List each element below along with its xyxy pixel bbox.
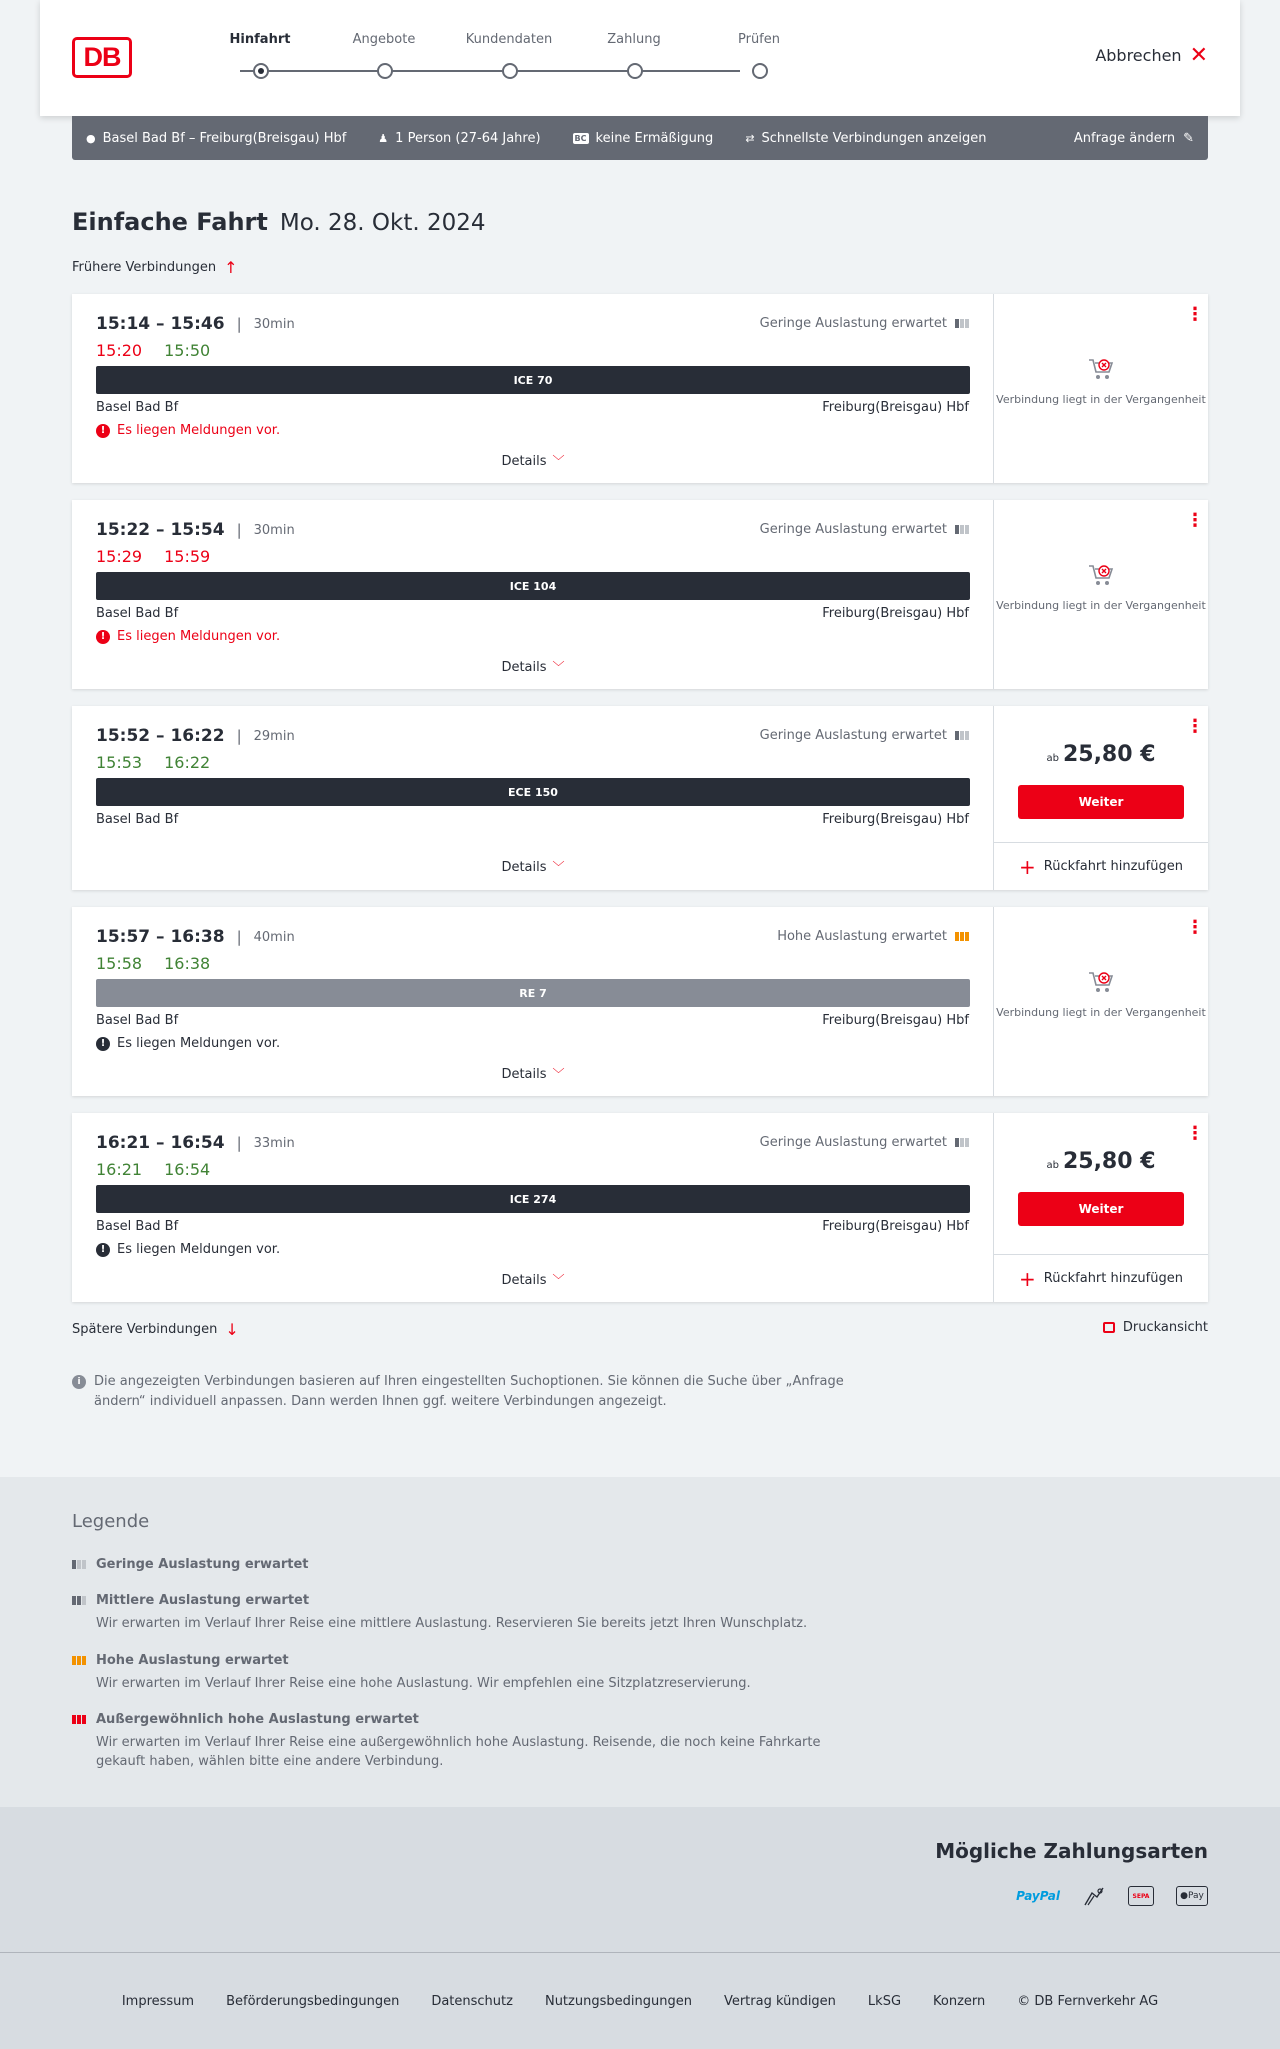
occupancy-medium-icon [72, 1596, 88, 1605]
search-summary-bar [72, 116, 1208, 160]
location-pin-icon: ● [86, 131, 96, 145]
duration: 30min [253, 522, 295, 538]
legend-item [72, 1557, 872, 1572]
connection-card [72, 500, 1208, 689]
separator: | [236, 315, 242, 333]
apple-pay-icon: ● Pay [1176, 1886, 1208, 1906]
cancel-label: Abbrechen [1095, 46, 1182, 65]
add-return-button[interactable] [994, 1254, 1208, 1302]
origin-station: Basel Bad Bf [96, 1013, 179, 1028]
step-dot-icon [502, 63, 518, 79]
info-icon: i [72, 1375, 86, 1389]
destination-station: Freiburg(Breisgau) Hbf [822, 1013, 969, 1028]
legend-description: Wir erwarten im Verlauf Ihrer Reise eine außergewöhnlich hohe Auslastung. Reisende, die noch keine Fahrkarte gekauft haben, wählen bitte eine andere Verbindung. [96, 1735, 821, 1769]
step-label: Kundendaten [465, 32, 553, 47]
occupancy-text: Geringe Auslastung erwartet [759, 522, 947, 537]
footer-link-nutzungsbedingungen[interactable]: Nutzungsbedingungen [544, 1993, 692, 2009]
realtime-arrival: 16:22 [164, 753, 211, 772]
progress-steps [210, 32, 780, 92]
separator: | [236, 1134, 242, 1152]
plus-icon: + [1019, 1266, 1036, 1291]
price [994, 1149, 1208, 1174]
details-toggle[interactable] [72, 658, 994, 675]
occupancy-low-icon [955, 1138, 969, 1147]
bahncard-icon: BC [574, 133, 587, 143]
fastest-text: Schnellste Verbindungen anzeigen [761, 130, 987, 146]
print-label: Druckansicht [1122, 1320, 1208, 1335]
connection-times [96, 927, 295, 947]
legend-label: Hohe Auslastung erwartet [96, 1653, 289, 1668]
person-icon: ♟ [378, 131, 389, 145]
footer-link-konzern[interactable]: Konzern [933, 1993, 986, 2009]
occupancy-info [760, 316, 969, 331]
price [994, 742, 1208, 767]
trip-type: Einfache Fahrt [72, 208, 268, 236]
close-icon: ✕ [1189, 42, 1208, 68]
step-dot-icon [377, 63, 393, 79]
more-options-icon[interactable]: ⋮ [1186, 510, 1204, 531]
train-bar: RE 7 [96, 979, 970, 1007]
price-prefix: ab [1046, 753, 1059, 764]
steps-line [240, 70, 740, 72]
legend-item-title [72, 1712, 872, 1727]
fastest-summary [745, 131, 986, 146]
legend-item [72, 1593, 872, 1633]
legend-label: Geringe Auslastung erwartet [96, 1557, 309, 1572]
occupancy-text: Hohe Auslastung erwartet [777, 929, 947, 944]
earlier-connections-link[interactable] [72, 258, 238, 277]
payment-icons [1016, 1885, 1208, 1907]
message-text: Es liegen Meldungen vor. [117, 423, 281, 438]
origin-station: Basel Bad Bf [96, 812, 179, 827]
arrow-down-icon: ↓ [225, 1320, 239, 1339]
footer-link-lksg[interactable]: LkSG [867, 1993, 902, 2009]
offer-panel [994, 706, 1208, 890]
step-dot-icon [752, 63, 768, 79]
connection-info [72, 294, 994, 483]
cart-unavailable-icon [1087, 969, 1115, 995]
cart-unavailable-icon [1087, 562, 1115, 588]
occupancy-high-icon [955, 932, 969, 941]
occupancy-low-icon [955, 731, 969, 740]
connection-times [96, 520, 295, 540]
pencil-icon: ✎ [1183, 130, 1194, 146]
legend-description: Wir erwarten im Verlauf Ihrer Reise eine mittlere Auslastung. Reservieren Sie bereits jetzt Ihren Wunschplatz. [96, 1616, 808, 1631]
connection-times [96, 726, 295, 746]
planned-times: 15:14 – 15:46 [96, 314, 225, 334]
realtime-departure: 15:53 [96, 753, 143, 772]
earlier-label: Frühere Verbindungen [72, 260, 217, 275]
footer-link-befoerderungsbedingungen[interactable]: Beförderungsbedingungen [226, 1993, 400, 2009]
add-return-label: Rückfahrt hinzufügen [1043, 859, 1183, 874]
realtime-times [96, 547, 210, 566]
duration: 30min [253, 316, 295, 332]
connection-info [72, 907, 994, 1096]
connection-card [72, 294, 1208, 483]
details-label: Details [501, 454, 547, 469]
connection-info [72, 1113, 994, 1302]
planned-times: 15:57 – 16:38 [96, 927, 225, 947]
destination-station: Freiburg(Breisgau) Hbf [822, 400, 969, 415]
continue-button[interactable]: Weiter [1018, 1192, 1184, 1226]
train-bar: ECE 150 [96, 778, 970, 806]
passenger-summary [378, 131, 540, 146]
route-summary [86, 131, 346, 146]
offer-panel [994, 500, 1208, 689]
details-label: Details [501, 1273, 547, 1288]
offer-panel [994, 907, 1208, 1096]
printer-icon [1103, 1322, 1115, 1333]
past-text: Verbindung liegt in der Vergangenheit [996, 1006, 1206, 1019]
details-label: Details [501, 860, 547, 875]
past-connection-notice [994, 356, 1208, 408]
chevron-down-icon: ﹀ [552, 860, 565, 874]
step-pruefen [709, 32, 809, 52]
connection-card [72, 907, 1208, 1096]
planned-times: 16:21 – 16:54 [96, 1133, 225, 1153]
more-options-icon[interactable]: ⋮ [1186, 716, 1204, 737]
trip-date: Mo. 28. Okt. 2024 [279, 210, 486, 236]
chevron-down-icon: ﹀ [552, 1067, 565, 1081]
info-notice [72, 1372, 852, 1412]
footer-copyright[interactable]: © DB Fernverkehr AG [1017, 1993, 1159, 2009]
cart-unavailable-icon [1087, 356, 1115, 382]
footer-link-impressum[interactable]: Impressum [121, 1993, 195, 2009]
step-label: Prüfen [737, 32, 780, 47]
occupancy-low-icon [72, 1560, 88, 1569]
realtime-arrival: 15:50 [164, 341, 211, 360]
occupancy-text: Geringe Auslastung erwartet [759, 316, 947, 331]
realtime-times [96, 1160, 210, 1179]
legend-item [72, 1712, 872, 1771]
offer-panel [994, 294, 1208, 483]
price-value: 25,80 € [1062, 1149, 1156, 1174]
later-connections-link[interactable] [72, 1320, 239, 1339]
continue-button[interactable]: Weiter [1018, 785, 1184, 819]
step-hinfahrt[interactable] [210, 32, 310, 52]
connection-times [96, 1133, 295, 1153]
separator: | [236, 521, 242, 539]
connection-times [96, 314, 295, 334]
message-text: Es liegen Meldungen vor. [117, 629, 281, 644]
duration: 40min [253, 929, 295, 945]
step-dot-icon [253, 63, 269, 79]
occupancy-info [760, 522, 969, 537]
occupancy-info [777, 929, 969, 944]
legend-label: Außergewöhnlich hohe Auslastung erwartet [96, 1712, 419, 1727]
disruption-message[interactable] [96, 1036, 280, 1051]
sepa-icon: SEPA [1128, 1886, 1154, 1906]
details-toggle[interactable] [72, 858, 994, 875]
realtime-arrival: 15:59 [164, 547, 211, 566]
paypal-icon: Pay Pal [1016, 1889, 1060, 1903]
duration: 29min [253, 728, 295, 744]
swap-arrows-icon: ⇄ [745, 131, 755, 145]
later-label: Spätere Verbindungen [72, 1322, 218, 1337]
details-label: Details [501, 1067, 547, 1082]
details-toggle[interactable] [72, 452, 994, 469]
details-toggle[interactable] [72, 1271, 994, 1288]
footer-link-datenschutz[interactable]: Datenschutz [431, 1993, 513, 2009]
step-kundendaten [459, 32, 559, 52]
legend-label: Mittlere Auslastung erwartet [96, 1593, 310, 1608]
alert-icon: ! [96, 424, 110, 438]
legend-item-title [72, 1557, 872, 1572]
separator: | [236, 928, 242, 946]
past-connection-notice [994, 562, 1208, 614]
realtime-times [96, 341, 210, 360]
realtime-departure: 15:29 [96, 547, 143, 566]
arrow-up-icon: ↑ [224, 258, 238, 277]
step-label: Hinfahrt [229, 32, 291, 47]
disruption-message[interactable] [96, 1242, 280, 1257]
occupancy-low-icon [955, 525, 969, 534]
planned-times: 15:52 – 16:22 [96, 726, 225, 746]
origin-station: Basel Bad Bf [96, 1219, 179, 1234]
origin-station: Basel Bad Bf [96, 606, 179, 621]
step-zahlung [584, 32, 684, 52]
realtime-departure: 16:21 [96, 1160, 143, 1179]
add-return-button[interactable] [994, 842, 1208, 890]
realtime-departure: 15:58 [96, 954, 143, 973]
occupancy-high-icon [72, 1656, 88, 1665]
offer-panel [994, 1113, 1208, 1302]
alert-icon: ! [96, 1243, 110, 1257]
add-return-label: Rückfahrt hinzufügen [1043, 1271, 1183, 1286]
separator: | [236, 727, 242, 745]
discount-summary [573, 131, 714, 146]
step-label: Angebote [352, 32, 416, 47]
footer-link-vertrag-kuendigen[interactable]: Vertrag kündigen [723, 1993, 836, 2009]
step-label: Zahlung [607, 32, 661, 47]
alert-icon: ! [96, 1037, 110, 1051]
legend-item [72, 1653, 872, 1693]
plus-icon: + [1019, 854, 1036, 879]
realtime-arrival: 16:38 [164, 954, 211, 973]
legend-section [0, 1477, 1280, 1807]
connection-card [72, 1113, 1208, 1302]
train-bar: ICE 104 [96, 572, 970, 600]
edit-request-label: Anfrage ändern [1073, 130, 1176, 146]
message-text: Es liegen Meldungen vor. [117, 1036, 281, 1051]
apple-logo-icon: ● [1180, 1891, 1188, 1901]
chevron-down-icon: ﹀ [552, 660, 565, 674]
destination-station: Freiburg(Breisgau) Hbf [822, 812, 969, 827]
occupancy-info [760, 728, 969, 743]
header [40, 0, 1240, 116]
info-text: Die angezeigten Verbindungen basieren auf Ihren eingestellten Suchoptionen. Sie können die Suche über „Anfrage ändern“ individuell anpassen. Dann werden Ihnen ggf. weitere Verbindungen angezeigt. [94, 1374, 844, 1409]
occupancy-low-icon [955, 319, 969, 328]
past-text: Verbindung liegt in der Vergangenheit [996, 599, 1206, 612]
more-options-icon[interactable]: ⋮ [1186, 917, 1204, 938]
realtime-times [96, 954, 210, 973]
connection-info [72, 706, 994, 890]
connection-info [72, 500, 994, 689]
past-connection-notice [994, 969, 1208, 1021]
train-bar: ICE 70 [96, 366, 970, 394]
legend-item-title [72, 1593, 872, 1608]
details-toggle[interactable] [72, 1065, 994, 1082]
destination-station: Freiburg(Breisgau) Hbf [822, 1219, 969, 1234]
alert-icon: ! [96, 630, 110, 644]
connection-card [72, 706, 1208, 890]
chevron-down-icon: ﹀ [552, 1273, 565, 1287]
past-text: Verbindung liegt in der Vergangenheit [996, 393, 1206, 406]
cancel-button[interactable] [1095, 42, 1208, 68]
discount-text: keine Ermäßigung [595, 130, 714, 146]
page-title [72, 208, 486, 236]
print-view-link[interactable] [1103, 1320, 1208, 1335]
destination-station: Freiburg(Breisgau) Hbf [822, 606, 969, 621]
price-prefix: ab [1046, 1160, 1059, 1171]
details-label: Details [501, 660, 547, 675]
occupancy-text: Geringe Auslastung erwartet [759, 1135, 947, 1150]
step-dot-icon [627, 63, 643, 79]
occupancy-text: Geringe Auslastung erwartet [759, 728, 947, 743]
legend-title: Legende [72, 1511, 150, 1532]
passenger-text: 1 Person (27-64 Jahre) [395, 130, 541, 146]
direct-debit-icon [1082, 1885, 1106, 1907]
payment-methods-section [0, 1807, 1280, 1952]
payment-title: Mögliche Zahlungsarten [935, 1839, 1208, 1863]
legend-description: Wir erwarten im Verlauf Ihrer Reise eine hohe Auslastung. Wir empfehlen eine Sitzplatzreservierung. [96, 1676, 751, 1691]
disruption-message[interactable] [96, 629, 280, 644]
origin-station: Basel Bad Bf [96, 400, 179, 415]
route-text: Basel Bad Bf – Freiburg(Breisgau) Hbf [102, 130, 347, 146]
duration: 33min [253, 1135, 295, 1151]
chevron-down-icon: ﹀ [552, 454, 565, 468]
occupancy-extreme-icon [72, 1715, 88, 1724]
realtime-arrival: 16:54 [164, 1160, 211, 1179]
planned-times: 15:22 – 15:54 [96, 520, 225, 540]
db-logo[interactable]: DB [72, 37, 132, 78]
realtime-departure: 15:20 [96, 341, 143, 360]
occupancy-info [760, 1135, 969, 1150]
edit-request-button[interactable] [1074, 131, 1194, 146]
legend-item-title [72, 1653, 872, 1668]
more-options-icon[interactable]: ⋮ [1186, 1123, 1204, 1144]
step-angebote [334, 32, 434, 52]
price-value: 25,80 € [1062, 742, 1156, 767]
message-text: Es liegen Meldungen vor. [117, 1242, 281, 1257]
more-options-icon[interactable]: ⋮ [1186, 304, 1204, 325]
footer [0, 1952, 1280, 2049]
train-bar: ICE 274 [96, 1185, 970, 1213]
realtime-times [96, 753, 210, 772]
disruption-message[interactable] [96, 423, 280, 438]
